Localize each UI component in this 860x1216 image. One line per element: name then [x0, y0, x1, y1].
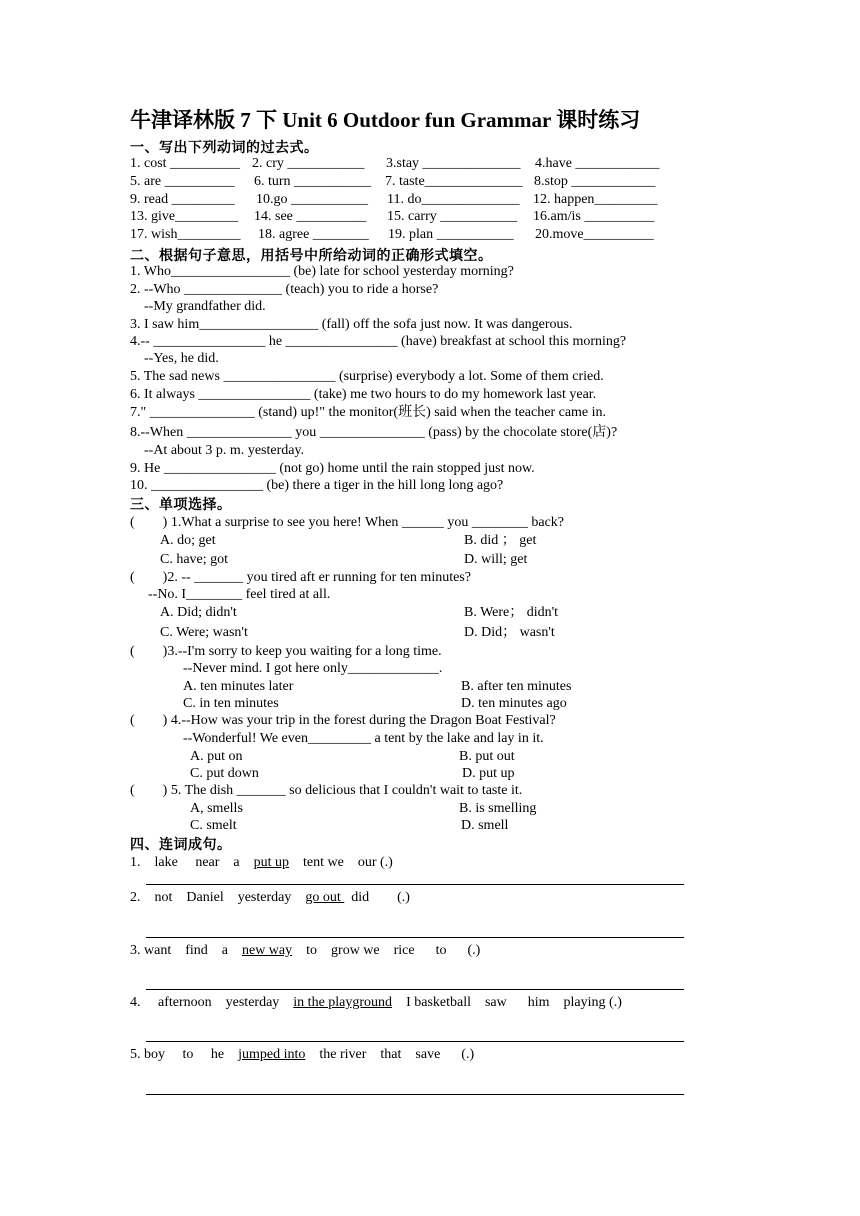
- s2-line: 6. It always ________________ (take) me two hours to do my homework last year.: [130, 387, 597, 402]
- s1-cell: 16.am/is __________: [533, 209, 655, 224]
- option-a: A, smells: [190, 801, 243, 816]
- word-order-item: 4. afternoon yesterday in the playground I basketball saw him playing (.): [130, 995, 622, 1010]
- question-stem: ( )2. -- _______ you tired aft er running for ten minutes?: [130, 570, 471, 585]
- option-b: B. after ten minutes: [461, 679, 572, 694]
- s2-line: 7." _______________ (stand) up!" the monitor(班长) said when the teacher came in.: [130, 405, 607, 420]
- section1-heading: 一、写出下列动词的过去式。: [130, 140, 319, 156]
- s2-line: 3. I saw him_________________ (fall) off the sofa just now. It was dangerous.: [130, 317, 573, 332]
- s1-cell: 14. see __________: [254, 209, 367, 224]
- option-b: B. put out: [459, 749, 515, 764]
- s1-cell: 12. happen_________: [533, 192, 658, 207]
- option-d: D. ten minutes ago: [461, 696, 567, 711]
- s1-cell: 18. agree ________: [258, 227, 369, 242]
- s2-line: --At about 3 p. m. yesterday.: [130, 443, 305, 458]
- word-order-item: 3. want find a new way to grow we rice to (.): [130, 943, 481, 958]
- word-order-item: 2. not Daniel yesterday go out did (.): [130, 890, 410, 905]
- option-b: B. is smelling: [459, 801, 537, 816]
- section3-heading: 三、单项选择。: [130, 497, 232, 513]
- option-a: A. ten minutes later: [183, 679, 294, 694]
- word-order-item: 5. boy to he jumped into the river that save (.): [130, 1047, 475, 1062]
- s2-line: 4.-- ________________ he ________________ (have) breakfast at school this morning?: [130, 334, 627, 349]
- s1-cell: 20.move__________: [535, 227, 654, 242]
- question-stem: ( ) 1.What a surprise to see you here! When ______ you ________ back?: [130, 515, 565, 530]
- option-d: D. Did； wasn't: [464, 625, 555, 640]
- word-order-item: 1. lake near a put up tent we our (.): [130, 855, 393, 870]
- page-title: 牛津译林版 7 下 Unit 6 Outdoor fun Grammar 课时练习: [130, 108, 641, 132]
- answer-line: [146, 989, 684, 990]
- s2-line: --Yes, he did.: [130, 351, 219, 366]
- section4-heading: 四、连词成句。: [130, 837, 232, 853]
- s1-cell: 7. taste______________: [385, 174, 523, 189]
- answer-line: [146, 884, 684, 885]
- s2-line: 1. Who_________________ (be) late for school yesterday morning?: [130, 264, 514, 279]
- option-a: A. Did; didn't: [160, 605, 237, 620]
- question-extra: --Wonderful! We even_________ a tent by the lake and lay in it.: [183, 731, 544, 746]
- option-a: A. put on: [190, 749, 243, 764]
- option-a: A. do; get: [160, 533, 216, 548]
- s1-cell: 13. give_________: [130, 209, 239, 224]
- option-d: D. put up: [462, 766, 515, 781]
- s1-cell: 8.stop ____________: [534, 174, 656, 189]
- s1-cell: 11. do______________: [387, 192, 520, 207]
- option-d: D. smell: [461, 818, 509, 833]
- s1-cell: 5. are __________: [130, 174, 235, 189]
- section2-heading: 二、根据句子意思，用括号中所给动词的正确形式填空。: [130, 248, 493, 264]
- s1-cell: 6. turn ___________: [254, 174, 372, 189]
- s2-line: 2. --Who ______________ (teach) you to ride a horse?: [130, 282, 439, 297]
- question-stem: ( ) 5. The dish _______ so delicious that I couldn't wait to taste it.: [130, 783, 523, 798]
- s2-line: 8.--When _______________ you _______________ (pass) by the chocolate store(店)?: [130, 425, 618, 440]
- option-d: D. will; get: [464, 552, 528, 567]
- question-stem: ( ) 4.--How was your trip in the forest during the Dragon Boat Festival?: [130, 713, 556, 728]
- s2-line: --My grandfather did.: [130, 299, 266, 314]
- s1-cell: 3.stay ______________: [386, 156, 521, 171]
- s1-cell: 1. cost __________: [130, 156, 241, 171]
- s1-cell: 19. plan ___________: [388, 227, 514, 242]
- question-extra: --No. I________ feel tired at all.: [148, 587, 331, 602]
- answer-line: [146, 1094, 684, 1095]
- answer-line: [146, 937, 684, 938]
- s1-cell: 10.go ___________: [256, 192, 368, 207]
- s1-cell: 17. wish_________: [130, 227, 241, 242]
- s1-cell: 15. carry ___________: [387, 209, 518, 224]
- answer-line: [146, 1041, 684, 1042]
- s2-line: 9. He ________________ (not go) home until the rain stopped just now.: [130, 461, 535, 476]
- option-b: B. did ； get: [464, 533, 537, 548]
- s2-line: 5. The sad news ________________ (surprise) everybody a lot. Some of them cried.: [130, 369, 604, 384]
- question-stem: ( )3.--I'm sorry to keep you waiting for a long time.: [130, 644, 442, 659]
- option-c: C. put down: [190, 766, 259, 781]
- option-c: C. smelt: [190, 818, 237, 833]
- s1-cell: 2. cry ___________: [252, 156, 365, 171]
- option-c: C. Were; wasn't: [160, 625, 248, 640]
- option-c: C. in ten minutes: [183, 696, 279, 711]
- s1-cell: 9. read _________: [130, 192, 235, 207]
- option-b: B. Were； didn't: [464, 605, 559, 620]
- s2-line: 10. ________________ (be) there a tiger in the hill long long ago?: [130, 478, 504, 493]
- s1-cell: 4.have ____________: [535, 156, 660, 171]
- question-extra: --Never mind. I got here only_____________.: [183, 661, 443, 676]
- option-c: C. have; got: [160, 552, 229, 567]
